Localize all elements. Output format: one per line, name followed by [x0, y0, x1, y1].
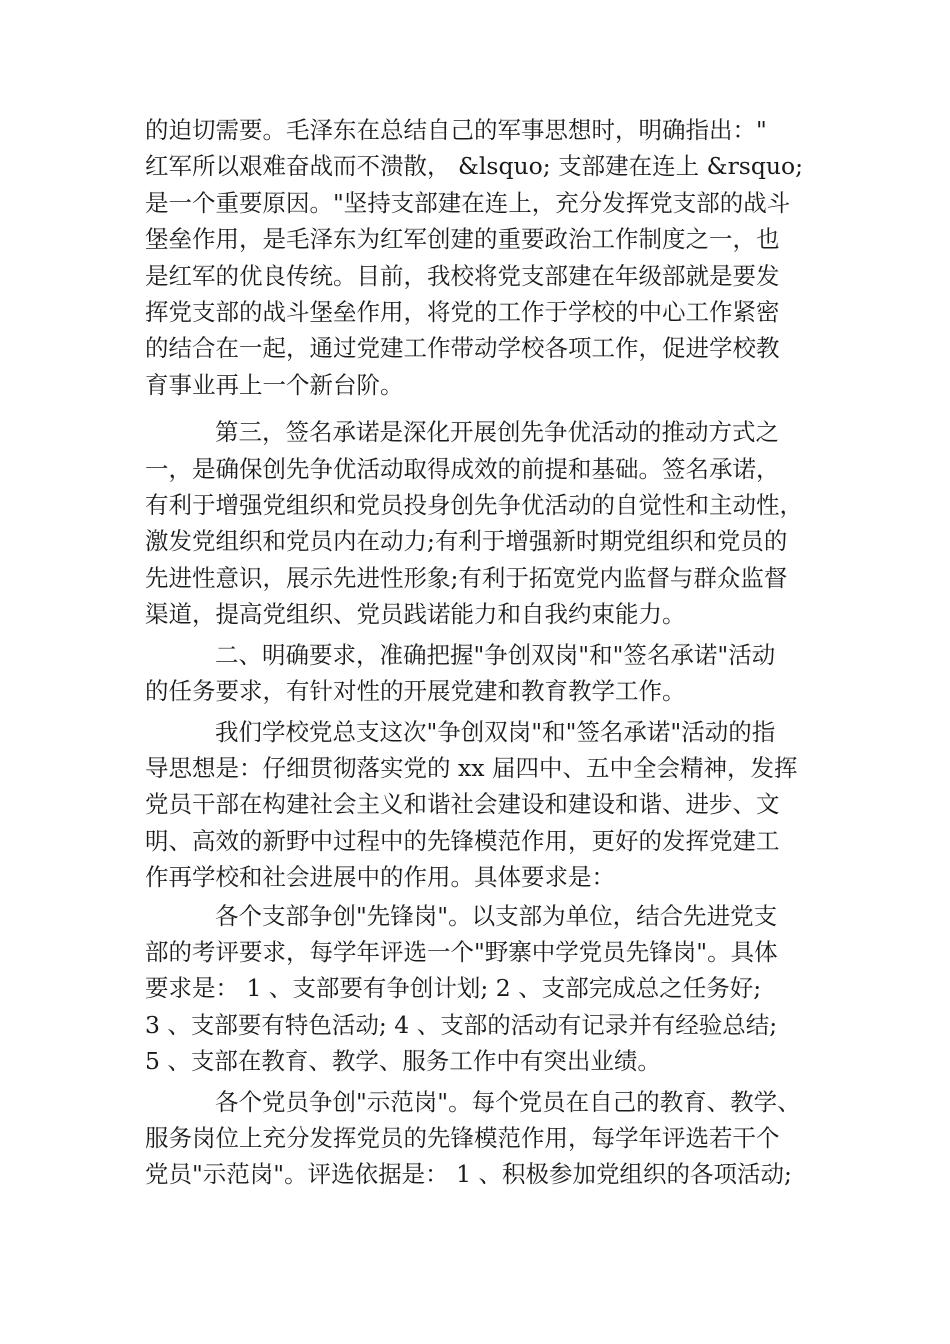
- text-line: 一，是确保创先争优活动取得成效的前提和基础。签名承诺，: [145, 454, 780, 483]
- text-line: 有利于增强党组织和党员投身创先争优活动的自觉性和主动性，: [145, 491, 803, 520]
- text-line: 的任务要求，有针对性的开展党建和教育教学工作。: [145, 677, 686, 706]
- paragraph-2: [145, 414, 825, 632]
- text-line: 先进性意识，展示先进性形象;有利于拓宽党内监督与群众监督: [145, 563, 788, 592]
- text-line: 堡垒作用，是毛泽东为红军创建的重要政治工作制度之一，也: [145, 225, 780, 254]
- text-line: 明、高效的新野中过程中的先锋模范作用，更好的发挥党建工: [145, 826, 780, 855]
- text-line: 5 、支部在教育、教学、服务工作中有突出业绩。: [145, 1047, 661, 1076]
- document-body: [145, 112, 825, 1193]
- text-line: 党员干部在构建社会主义和谐社会建设和建设和谐、进步、文: [145, 790, 780, 819]
- text-line: 育事业再上一个新台阶。: [145, 370, 404, 399]
- text-line: 挥党支部的战斗堡垒作用，将党的工作于学校的中心工作紧密: [145, 298, 780, 327]
- paragraph-6: [145, 1084, 825, 1193]
- text-line: 是红军的优良传统。目前，我校将党支部建在年级部就是要发: [145, 261, 780, 290]
- text-line: 部的考评要求，每学年评选一个"野寨中学党员先锋岗"。具体: [145, 937, 778, 966]
- text-line: 二、明确要求，准确把握"争创双岗"和"签名承诺"活动: [215, 640, 776, 669]
- paragraph-4: [145, 714, 825, 896]
- text-line: 激发党组织和党员内在动力;有利于增强新时期党组织和党员的: [145, 527, 788, 556]
- text-line: 导思想是：仔细贯彻落实党的 xx 届四中、五中全会精神，发挥: [145, 753, 798, 782]
- paragraph-1: [145, 112, 825, 403]
- text-line: 党员"示范岗"。评选依据是： 1 、积极参加党组织的各项活动;: [145, 1160, 792, 1189]
- text-line: 我们学校党总支这次"争创双岗"和"签名承诺"活动的指: [215, 717, 776, 746]
- text-line: 的迫切需要。毛泽东在总结自己的军事思想时，明确指出：": [145, 116, 767, 144]
- paragraph-3: [145, 637, 825, 710]
- text-line: 渠道，提高党组织、党员践诺能力和自我约束能力。: [145, 600, 686, 629]
- text-line: 是一个重要原因。"坚持支部建在连上，充分发挥党支部的战斗: [145, 188, 791, 217]
- paragraph-5: [145, 898, 825, 1080]
- text-line: 服务岗位上充分发挥党员的先锋模范作用，每学年评选若干个: [145, 1123, 780, 1152]
- text-line: 要求是： 1 、支部要有争创计划; 2 、支部完成总之任务好;: [145, 974, 762, 1003]
- text-line: 的结合在一起，通过党建工作带动学校各项工作，促进学校教: [145, 334, 780, 363]
- text-line: 作再学校和社会进展中的作用。具体要求是：: [145, 863, 615, 892]
- text-line: 各个支部争创"先锋岗"。以支部为单位，结合先进党支: [215, 901, 778, 930]
- text-line: 第三，签名承诺是深化开展创先争优活动的推动方式之: [215, 418, 779, 447]
- text-line: 3 、支部要有特色活动; 4 、支部的活动有记录并有经验总结;: [145, 1010, 778, 1039]
- text-line: 各个党员争创"示范岗"。每个党员在自己的教育、教学、: [215, 1087, 801, 1116]
- text-line: 红军所以艰难奋战而不溃散， &lsquo; 支部建在连上 &rsquo;: [145, 152, 804, 181]
